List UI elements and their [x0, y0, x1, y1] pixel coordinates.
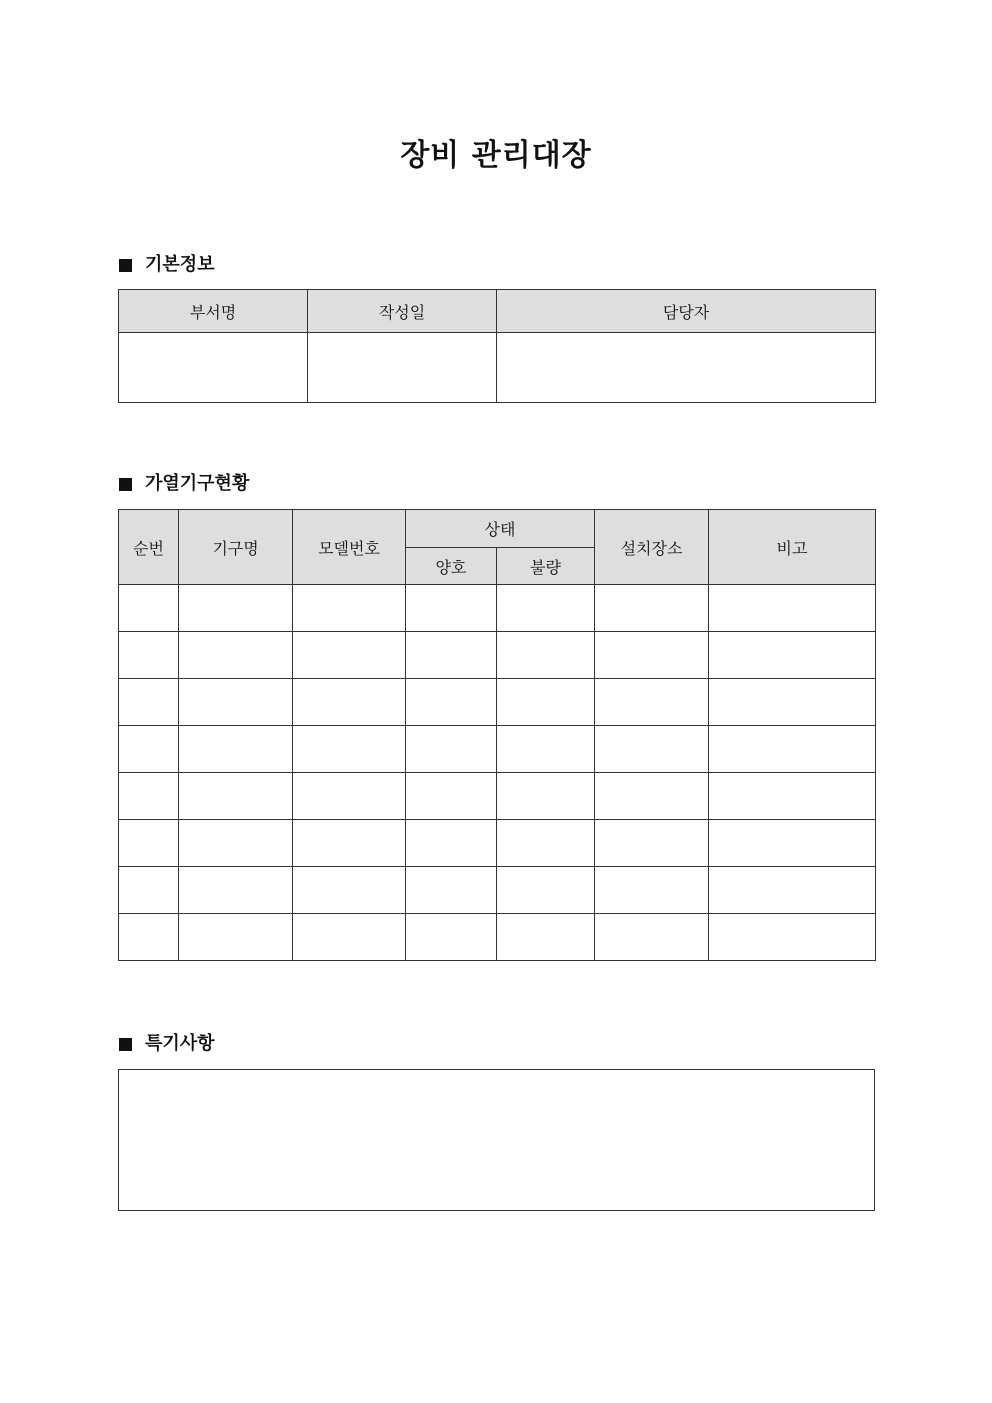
- model-number-cell[interactable]: [293, 632, 406, 679]
- department-field[interactable]: [119, 333, 308, 403]
- no-cell[interactable]: [119, 726, 179, 773]
- status-good-cell[interactable]: [406, 632, 497, 679]
- status-bad-cell[interactable]: [497, 773, 595, 820]
- section-heading-label: 특기사항: [145, 1033, 215, 1054]
- device-name-cell[interactable]: [179, 726, 293, 773]
- status-good-cell[interactable]: [406, 773, 497, 820]
- section-heading-label: 가열기구현황: [145, 473, 250, 494]
- model-number-cell[interactable]: [293, 914, 406, 961]
- device-name-cell[interactable]: [179, 632, 293, 679]
- no-cell[interactable]: [119, 820, 179, 867]
- device-name-cell[interactable]: [179, 914, 293, 961]
- remarks-cell[interactable]: [709, 585, 876, 632]
- location-cell[interactable]: [595, 773, 709, 820]
- model-number-cell[interactable]: [293, 773, 406, 820]
- location-cell[interactable]: [595, 820, 709, 867]
- table-header-row: [119, 290, 876, 333]
- header-device-name: 기구명: [179, 510, 293, 585]
- notes-field[interactable]: [118, 1069, 875, 1211]
- status-bad-cell[interactable]: [497, 632, 595, 679]
- person-in-charge-field[interactable]: [497, 333, 876, 403]
- table-row: [119, 333, 876, 403]
- model-number-cell[interactable]: [293, 867, 406, 914]
- status-good-cell[interactable]: [406, 914, 497, 961]
- status-bad-cell[interactable]: [497, 867, 595, 914]
- basic-info-table: [118, 289, 876, 403]
- model-number-cell[interactable]: [293, 820, 406, 867]
- header-model-number: 모델번호: [293, 510, 406, 585]
- status-bad-cell[interactable]: [497, 820, 595, 867]
- header-department: 부서명: [119, 290, 308, 333]
- section-heading-notes: [119, 1031, 215, 1057]
- table-row: [119, 820, 876, 867]
- status-bad-cell[interactable]: [497, 914, 595, 961]
- table-header-row: [119, 510, 876, 548]
- model-number-cell[interactable]: [293, 679, 406, 726]
- header-person-in-charge: 담당자: [497, 290, 876, 333]
- table-row: [119, 585, 876, 632]
- no-cell[interactable]: [119, 773, 179, 820]
- remarks-cell[interactable]: [709, 867, 876, 914]
- page-title: 장비 관리대장: [400, 138, 592, 173]
- remarks-cell[interactable]: [709, 820, 876, 867]
- remarks-cell[interactable]: [709, 632, 876, 679]
- header-status: 상태: [406, 510, 595, 548]
- location-cell[interactable]: [595, 914, 709, 961]
- no-cell[interactable]: [119, 867, 179, 914]
- model-number-cell[interactable]: [293, 585, 406, 632]
- section-heading-heater-status: [119, 471, 249, 497]
- heater-table-body: [119, 585, 876, 961]
- square-bullet-icon: [119, 1038, 132, 1051]
- device-name-cell[interactable]: [179, 585, 293, 632]
- no-cell[interactable]: [119, 679, 179, 726]
- status-bad-cell[interactable]: [497, 679, 595, 726]
- remarks-cell[interactable]: [709, 679, 876, 726]
- remarks-cell[interactable]: [709, 726, 876, 773]
- status-good-cell[interactable]: [406, 726, 497, 773]
- status-good-cell[interactable]: [406, 867, 497, 914]
- location-cell[interactable]: [595, 726, 709, 773]
- status-good-cell[interactable]: [406, 679, 497, 726]
- status-good-cell[interactable]: [406, 820, 497, 867]
- device-name-cell[interactable]: [179, 679, 293, 726]
- square-bullet-icon: [119, 478, 132, 491]
- location-cell[interactable]: [595, 867, 709, 914]
- status-good-cell[interactable]: [406, 585, 497, 632]
- header-no: 순번: [119, 510, 179, 585]
- header-status-good: 양호: [406, 548, 497, 585]
- section-heading-label: 기본정보: [145, 254, 215, 275]
- device-name-cell[interactable]: [179, 773, 293, 820]
- table-row: [119, 632, 876, 679]
- table-row: [119, 773, 876, 820]
- no-cell[interactable]: [119, 585, 179, 632]
- table-row: [119, 867, 876, 914]
- header-location: 설치장소: [595, 510, 709, 585]
- status-bad-cell[interactable]: [497, 585, 595, 632]
- remarks-cell[interactable]: [709, 914, 876, 961]
- location-cell[interactable]: [595, 632, 709, 679]
- no-cell[interactable]: [119, 632, 179, 679]
- square-bullet-icon: [119, 259, 132, 272]
- remarks-cell[interactable]: [709, 773, 876, 820]
- heater-status-table: [118, 509, 876, 961]
- status-bad-cell[interactable]: [497, 726, 595, 773]
- model-number-cell[interactable]: [293, 726, 406, 773]
- section-heading-basic-info: [119, 252, 215, 278]
- header-date-written: 작성일: [308, 290, 497, 333]
- header-status-bad: 불량: [497, 548, 595, 585]
- table-row: [119, 679, 876, 726]
- no-cell[interactable]: [119, 914, 179, 961]
- date-written-field[interactable]: [308, 333, 497, 403]
- location-cell[interactable]: [595, 585, 709, 632]
- device-name-cell[interactable]: [179, 820, 293, 867]
- location-cell[interactable]: [595, 679, 709, 726]
- table-row: [119, 726, 876, 773]
- header-remarks: 비고: [709, 510, 876, 585]
- table-row: [119, 914, 876, 961]
- device-name-cell[interactable]: [179, 867, 293, 914]
